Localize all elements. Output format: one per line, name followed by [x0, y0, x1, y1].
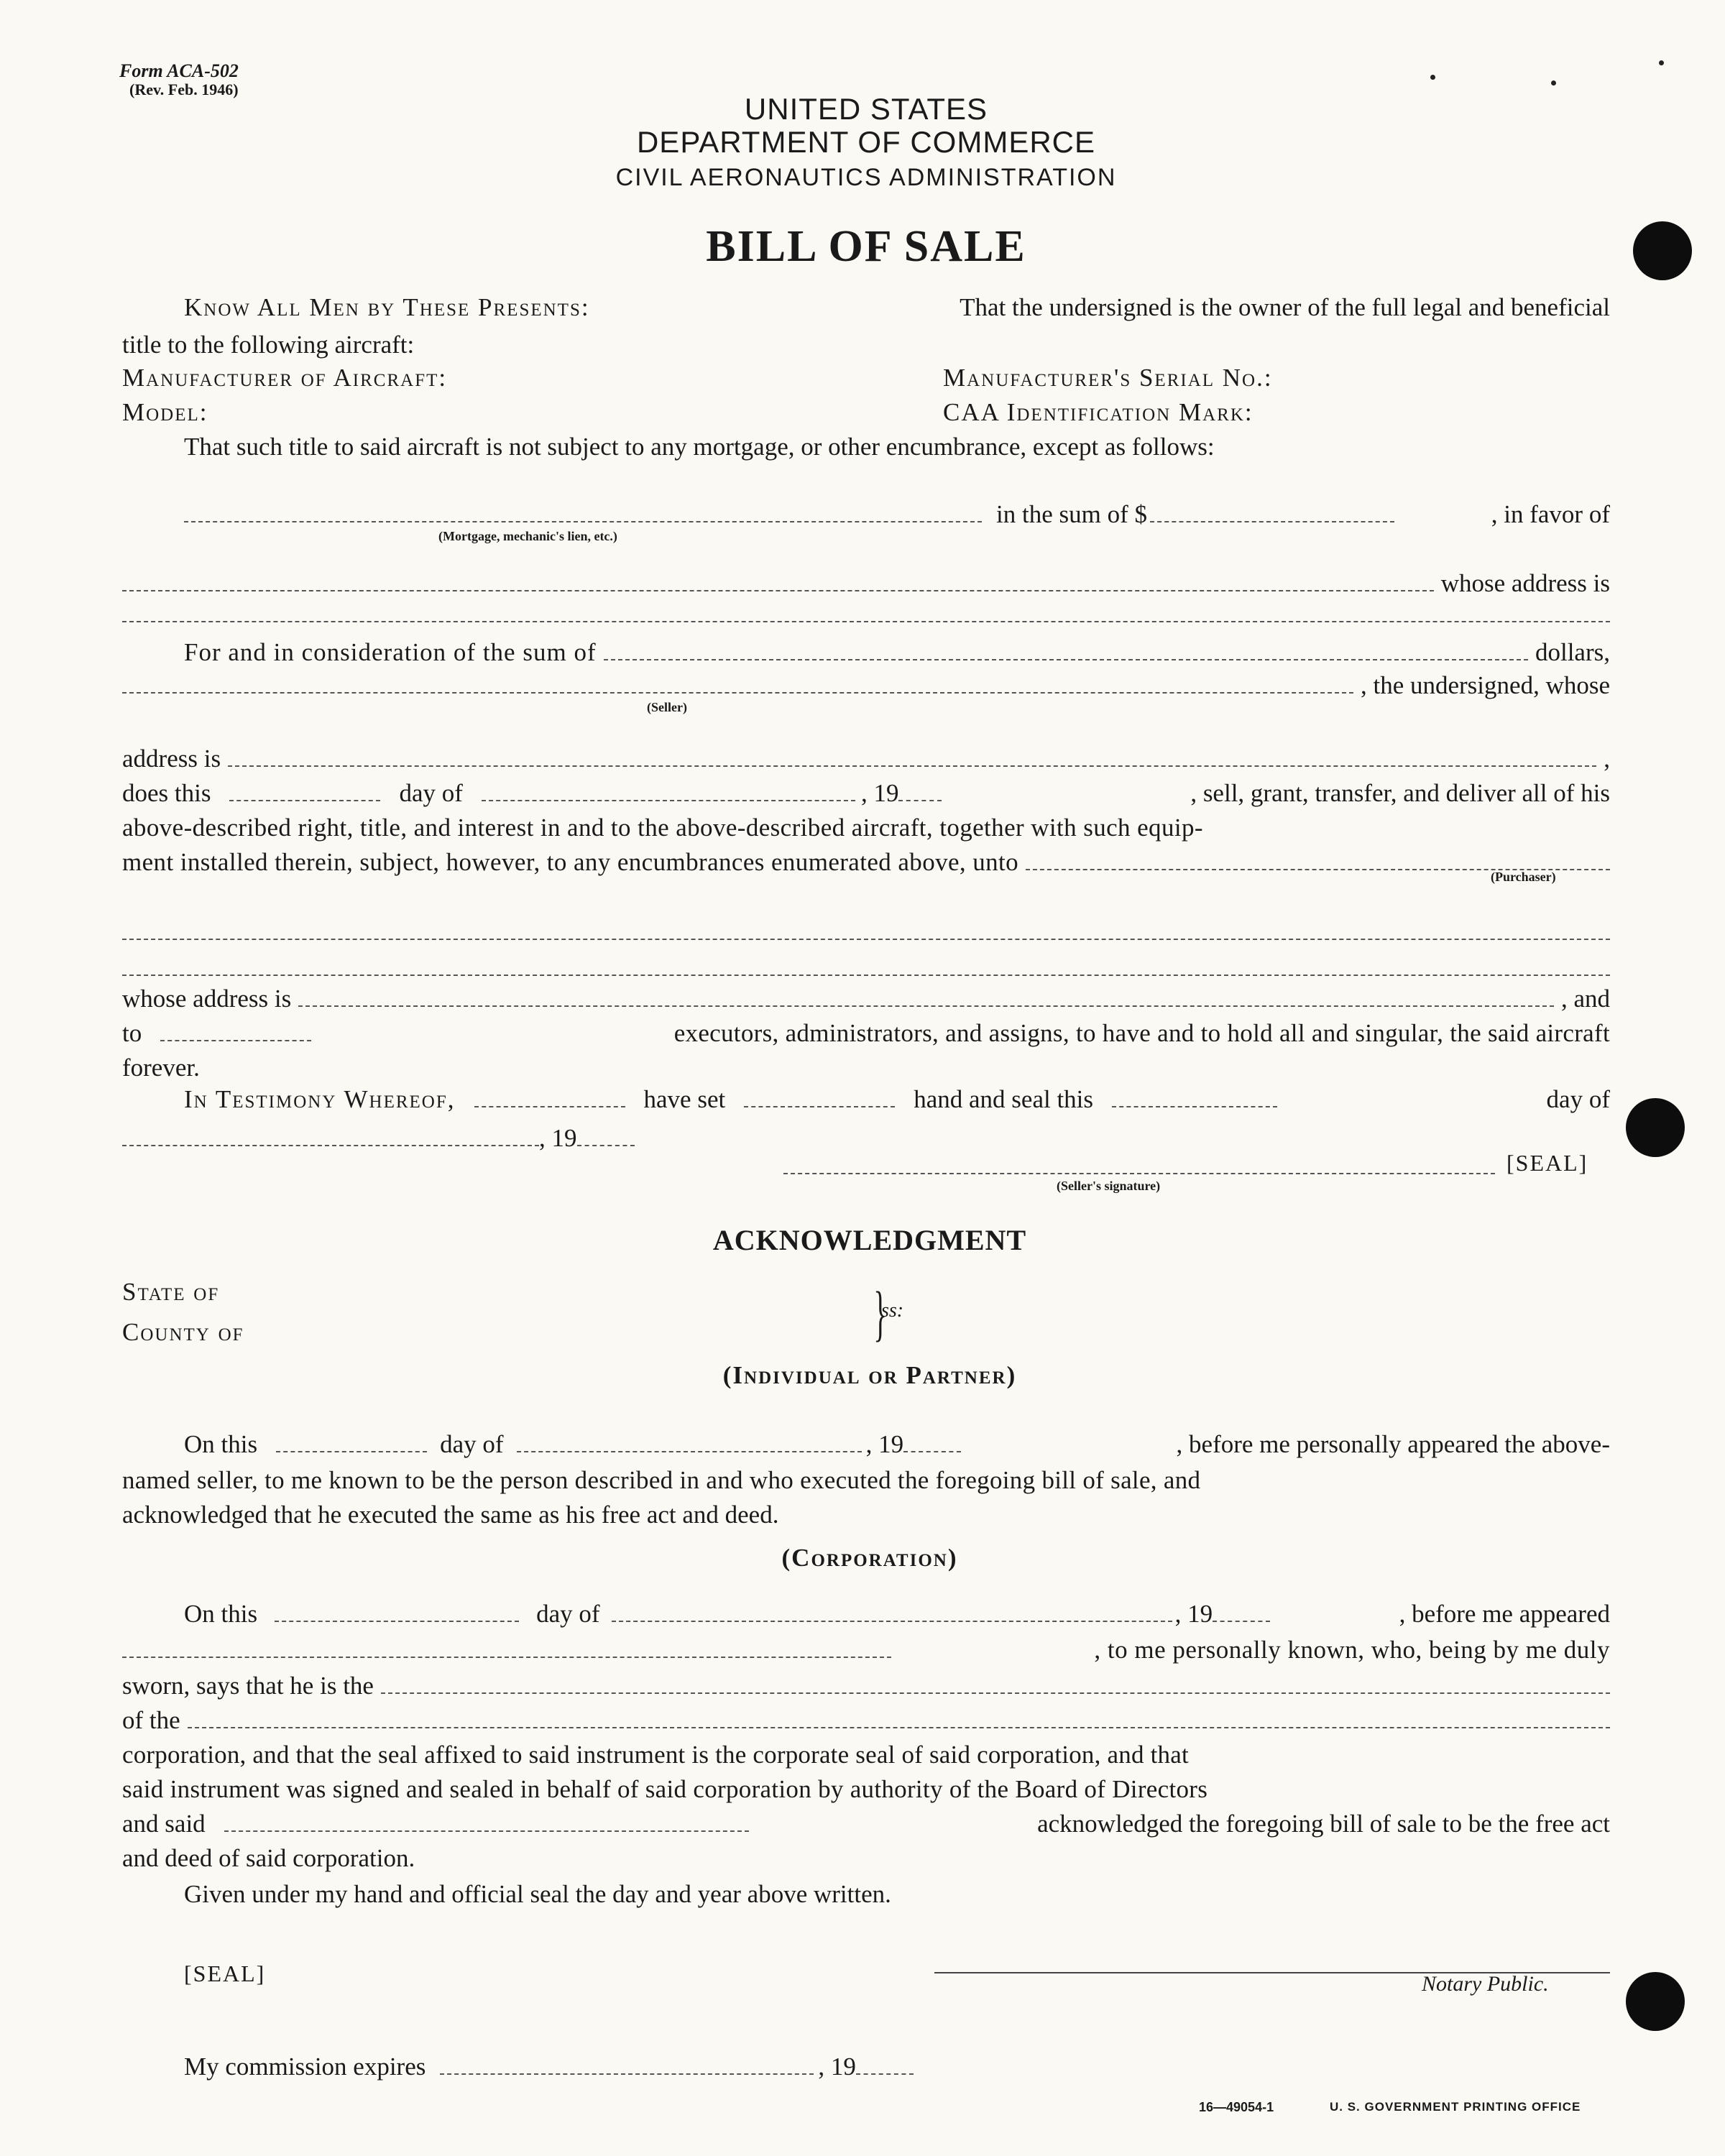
sum-label: in the sum of $: [996, 500, 1147, 528]
encumbrance-amount-field[interactable]: [1150, 499, 1394, 522]
dollars-label: dollars,: [1535, 638, 1610, 666]
footer-printer: U. S. GOVERNMENT PRINTING OFFICE: [1330, 2100, 1581, 2114]
encumbrance-favor-field[interactable]: [122, 568, 1434, 591]
consideration-label: For and in consideration of the sum of: [184, 638, 597, 666]
purchaser-line-3[interactable]: [122, 975, 1610, 976]
individual-day-of: day of: [440, 1430, 504, 1458]
corp-year-prefix: , 19: [1174, 1600, 1213, 1628]
comma: ,: [1604, 745, 1610, 773]
equipment-text: ment installed therein, subject, however, to any encumbrances enumerated above, unto: [122, 848, 1019, 876]
serial-number-label: Manufacturer's Serial No.:: [943, 364, 1273, 392]
above-described-line: above-described right, title, and interest in and to the above-described aircraft, together with such equip-: [122, 814, 1203, 842]
sale-month-field[interactable]: [482, 778, 855, 801]
corp-month-field[interactable]: [612, 1599, 1172, 1622]
encumbrance-caption: (Mortgage, mechanic's lien, etc.): [438, 529, 617, 543]
manufacturer-label: Manufacturer of Aircraft:: [122, 364, 448, 392]
corp-day-of: day of: [536, 1600, 600, 1628]
officer-title-field[interactable]: [381, 1671, 1610, 1694]
seller-name-field[interactable]: [122, 671, 1353, 694]
encumbrance-address-row: [122, 566, 1610, 601]
individual-year-field[interactable]: [903, 1429, 961, 1452]
purchaser-line-2[interactable]: [122, 939, 1610, 940]
on-this-label: On this: [184, 1430, 258, 1458]
testimony-year-prefix: , 19: [539, 1124, 577, 1152]
corp-seal-line: corporation, and that the seal affixed to said instrument is the corporate seal of said corporation, and that: [122, 1741, 1189, 1769]
corp-day-field[interactable]: [275, 1599, 519, 1622]
day-of-label: day of: [399, 779, 463, 807]
notary-seal: [SEAL]: [184, 1961, 266, 1986]
and-label: , and: [1560, 985, 1610, 1013]
testimony-month-field[interactable]: [122, 1123, 539, 1146]
manufacturer-row: [122, 361, 1610, 395]
document-title: BILL OF SALE: [706, 222, 1026, 271]
testimony-pronoun-field[interactable]: [744, 1084, 895, 1107]
testimony-seal: [SEAL]: [1506, 1150, 1588, 1176]
consideration-amount-field[interactable]: [604, 637, 1528, 660]
of-the-label: of the: [122, 1706, 180, 1734]
testimony-party-field[interactable]: [474, 1084, 625, 1107]
footer-code: 16—49054-1: [1199, 2100, 1274, 2114]
form-number: Form ACA-502: [119, 60, 239, 81]
purchaser-pronoun-field[interactable]: [160, 1018, 311, 1041]
given-line: Given under my hand and official seal the day and year above written.: [184, 1880, 891, 1908]
seller-row: [122, 668, 1610, 703]
intro-line-1: [184, 290, 1610, 325]
purchaser-address-field[interactable]: [298, 984, 1554, 1007]
forever-line: forever.: [122, 1054, 200, 1082]
corp-year-field[interactable]: [1213, 1599, 1270, 1622]
binder-hole-middle: [1626, 1098, 1685, 1157]
and-said-label: and said: [122, 1810, 206, 1838]
purchaser-address-label: whose address is: [122, 985, 292, 1013]
agency-line-3: CIVIL AERONAUTICS ADMINISTRATION: [615, 164, 1117, 191]
commission-year-field[interactable]: [856, 2052, 914, 2075]
executors-row: [122, 1016, 1610, 1051]
state-of-label: State of: [122, 1278, 220, 1306]
and-said-officer-field[interactable]: [224, 1809, 749, 1832]
know-all-men: Know All Men by These Presents:: [184, 293, 590, 321]
corp-officer-field[interactable]: [122, 1635, 891, 1658]
personally-known-text: , to me personally known, who, being by me duly: [1094, 1636, 1610, 1664]
paper-speck: [1551, 80, 1556, 86]
sale-date-row: [122, 776, 1610, 811]
intro-text-1: That the undersigned is the owner of the full legal and beneficial: [960, 293, 1610, 321]
consideration-row: [184, 635, 1610, 670]
corporation-heading: (Corporation): [781, 1544, 958, 1572]
address-is-label: address is: [122, 745, 221, 773]
encumbrance-sum-row: [184, 497, 1610, 532]
undersigned-label: , the undersigned, whose: [1360, 671, 1610, 699]
corp-on-this-label: On this: [184, 1600, 258, 1628]
binder-hole-bottom: [1626, 1972, 1685, 2031]
favor-label: , in favor of: [1491, 500, 1610, 528]
sale-year-field[interactable]: [898, 778, 942, 801]
hand-seal-label: hand and seal this: [914, 1085, 1094, 1113]
have-set-label: have set: [643, 1085, 726, 1113]
corporation-date-row: [184, 1597, 1610, 1631]
named-seller-line: named seller, to me known to be the person described in and who executed the foregoing bill of sale, and: [122, 1466, 1201, 1494]
ack-foregoing-text: acknowledged the foregoing bill of sale to be the free act: [1037, 1810, 1610, 1838]
paper-speck: [1659, 60, 1664, 65]
agency-line-2: DEPARTMENT OF COMMERCE: [636, 125, 1096, 159]
individual-heading: (Individual or Partner): [722, 1361, 1017, 1389]
model-row: [122, 395, 1610, 430]
signature-caption: (Seller's signature): [1057, 1179, 1161, 1193]
encumbrance-address-field[interactable]: [122, 621, 1610, 622]
seller-address-row: [122, 742, 1610, 776]
corporation-name-field[interactable]: [188, 1705, 1610, 1728]
purchaser-caption: (Purchaser): [1491, 870, 1556, 884]
testimony-date-row: [122, 1121, 1610, 1156]
testimony-day-of: day of: [1546, 1085, 1610, 1113]
of-the-row: [122, 1703, 1610, 1738]
sworn-row: [122, 1669, 1610, 1703]
acknowledgment-heading: ACKNOWLEDGMENT: [712, 1224, 1027, 1256]
individual-year-prefix: , 19: [865, 1430, 904, 1458]
form-revision: (Rev. Feb. 1946): [129, 80, 239, 98]
sale-day-field[interactable]: [229, 778, 380, 801]
to-label: to: [122, 1019, 142, 1047]
individual-day-field[interactable]: [276, 1429, 427, 1452]
commission-label: My commission expires: [184, 2053, 426, 2081]
testimony-lead: In Testimony Whereof,: [184, 1085, 456, 1113]
ss-label: ss:: [881, 1299, 904, 1322]
acknowledged-line: acknowledged that he executed the same as his free act and deed.: [122, 1501, 779, 1529]
county-of-label: County of: [122, 1318, 244, 1346]
sell-text: , sell, grant, transfer, and deliver all of his: [1190, 779, 1610, 807]
encumbrance-text: That such title to said aircraft is not subject to any mortgage, or other encumbrance, except as follows:: [184, 433, 1215, 461]
unto-row: [122, 845, 1610, 880]
commission-row: [184, 2050, 1046, 2084]
whose-address-label: whose address is: [1440, 569, 1610, 597]
model-label: Model:: [122, 398, 208, 426]
intro-line-2: title to the following aircraft:: [122, 331, 415, 359]
commission-date-field[interactable]: [440, 2052, 814, 2075]
agency-line-1: UNITED STATES: [744, 92, 988, 126]
and-said-row: [122, 1807, 1610, 1841]
paper-speck: [1430, 75, 1435, 80]
testimony-year-field[interactable]: [577, 1123, 635, 1146]
caa-mark-label: CAA Identification Mark:: [943, 398, 1254, 426]
year-prefix: , 19: [860, 779, 899, 807]
does-this-label: does this: [122, 779, 211, 807]
corp-officer-row: [122, 1633, 1610, 1667]
corp-authority-line: said instrument was signed and sealed in behalf of said corporation by authority of the Board of Directors: [122, 1775, 1208, 1803]
venue-brace: }: [873, 1279, 887, 1348]
deed-line: and deed of said corporation.: [122, 1844, 415, 1872]
testimony-row: [184, 1082, 1610, 1117]
purchaser-address-row: [122, 982, 1610, 1016]
individual-date-row: [184, 1427, 1610, 1462]
notary-public-label: Notary Public.: [1422, 1972, 1549, 1996]
purchaser-name-field[interactable]: [1026, 847, 1610, 870]
commission-year-prefix: , 19: [818, 2053, 856, 2081]
before-me-text: , before me personally appeared the above-: [1176, 1430, 1610, 1458]
sworn-text: sworn, says that he is the: [122, 1672, 374, 1700]
seller-caption: (Seller): [647, 700, 687, 714]
executors-text: executors, administrators, and assigns, to have and to hold all and singular, the said aircraft: [673, 1019, 1610, 1047]
encumbrance-type-field[interactable]: [184, 499, 982, 522]
testimony-day-field[interactable]: [1112, 1084, 1277, 1107]
seller-address-field[interactable]: [228, 744, 1596, 767]
seller-signature-field[interactable]: [783, 1151, 1495, 1174]
individual-month-field[interactable]: [517, 1429, 862, 1452]
before-appeared-text: , before me appeared: [1399, 1600, 1610, 1628]
